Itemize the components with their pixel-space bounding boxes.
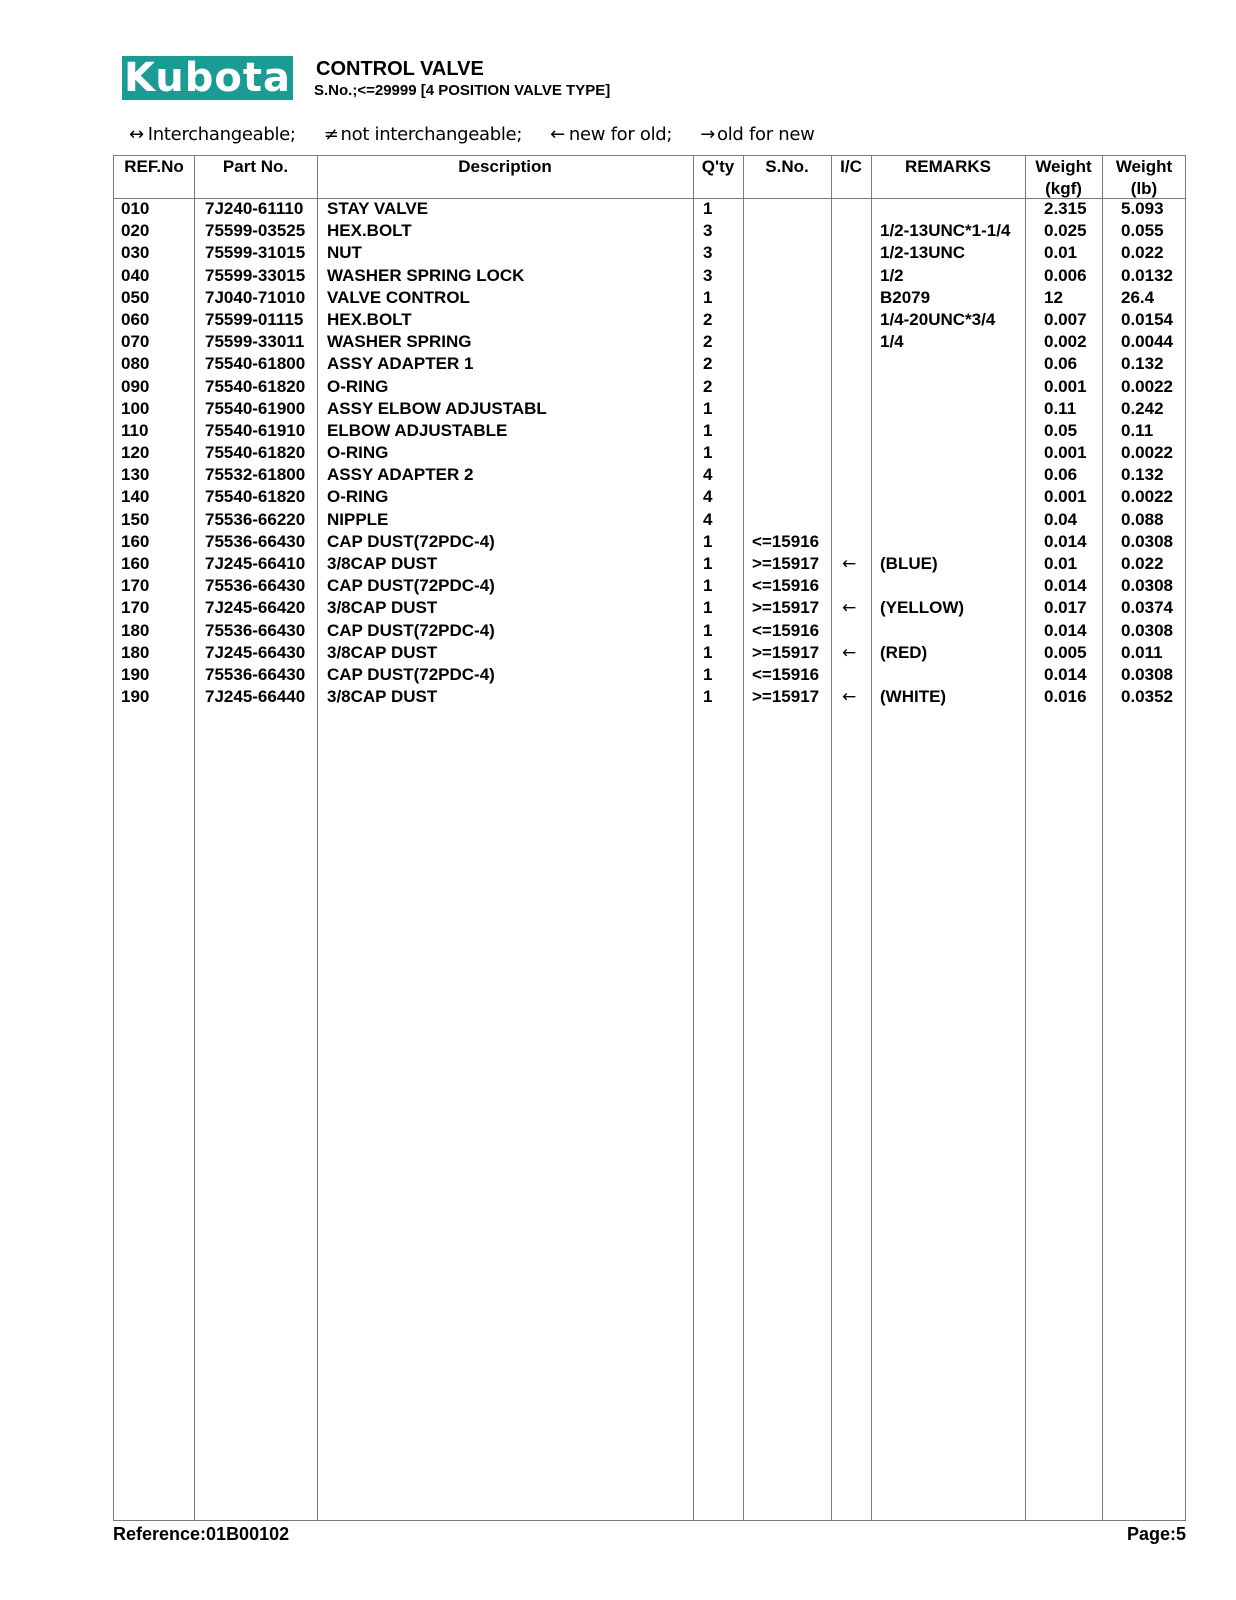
ref-cell: 080	[121, 354, 150, 374]
description-cell: WASHER SPRING	[327, 332, 472, 352]
weight-lb-cell: 0.0352	[1121, 687, 1173, 707]
ref-cell: 190	[121, 664, 150, 684]
weight-kgf-cell: 12	[1044, 287, 1063, 307]
remarks-cell: (RED)	[880, 642, 928, 662]
description-cell: 3/8CAP DUST	[327, 642, 438, 662]
ref-cell: 110	[121, 420, 149, 440]
quantity-cell: 4	[703, 465, 713, 485]
weight-kgf-cell: 0.014	[1044, 620, 1087, 640]
table-row	[113, 287, 1186, 309]
column-header-description: Description	[458, 157, 552, 176]
new-for-old-arrow-icon: ←	[842, 642, 857, 663]
ref-cell: 130	[121, 465, 150, 485]
weight-lb-cell: 0.0022	[1121, 443, 1173, 463]
table-row	[113, 620, 1186, 642]
weight-lb-cell: 5.093	[1121, 199, 1164, 218]
weight-kgf-cell: 0.01	[1044, 243, 1078, 263]
part-number-cell: 75536-66430	[205, 576, 306, 596]
ref-cell: 020	[121, 221, 150, 241]
weight-lb-cell: 0.011	[1121, 642, 1163, 662]
serial-number-cell: <=15916	[752, 620, 820, 640]
table-row	[113, 331, 1186, 353]
quantity-cell: 1	[703, 199, 713, 218]
interchangeability-legend	[129, 124, 843, 145]
new-for-old-arrow-icon: ←	[842, 598, 857, 619]
quantity-cell: 2	[703, 354, 713, 374]
serial-number-cell: <=15916	[752, 576, 820, 596]
quantity-cell: 3	[703, 243, 713, 263]
weight-lb-cell: 0.132	[1121, 354, 1164, 374]
legend-item-new-for-old: ← new for old;	[550, 124, 673, 145]
table-row	[113, 442, 1186, 464]
ref-cell: 180	[121, 642, 150, 662]
description-cell: 3/8CAP DUST	[327, 598, 438, 618]
ref-cell: 100	[121, 398, 150, 418]
part-number-cell: 7J245-66420	[205, 598, 306, 618]
serial-number-cell: >=15917	[752, 687, 820, 707]
quantity-cell: 4	[703, 487, 713, 507]
ref-cell: 140	[121, 487, 150, 507]
table-row	[113, 265, 1186, 287]
table-row	[113, 486, 1186, 508]
quantity-cell: 3	[703, 221, 713, 241]
quantity-cell: 1	[703, 664, 713, 684]
part-number-cell: 75536-66220	[205, 509, 306, 529]
weight-kgf-cell: 0.001	[1044, 376, 1087, 396]
ref-cell: 190	[121, 687, 150, 707]
part-number-cell: 75540-61820	[205, 443, 306, 463]
ref-cell: 070	[121, 332, 150, 352]
description-cell: 3/8CAP DUST	[327, 554, 438, 573]
weight-kgf-cell: 0.014	[1044, 531, 1087, 551]
quantity-cell: 3	[703, 265, 713, 285]
weight-kgf-cell: 0.017	[1044, 598, 1087, 618]
table-row	[113, 597, 1186, 619]
weight-kgf-cell: 0.001	[1044, 487, 1087, 507]
ref-cell: 010	[121, 199, 150, 218]
ref-cell: 160	[121, 531, 150, 551]
weight-kgf-cell: 0.005	[1044, 642, 1087, 662]
weight-lb-cell: 26.4	[1121, 287, 1155, 307]
description-cell: O-RING	[327, 487, 389, 507]
weight-kgf-cell: 0.06	[1044, 354, 1078, 374]
description-cell: NIPPLE	[327, 509, 389, 529]
quantity-cell: 1	[703, 598, 713, 618]
column-header-sno: S.No.	[765, 157, 809, 176]
weight-lb-cell: 0.0132	[1121, 265, 1173, 285]
weight-kgf-cell: 0.06	[1044, 465, 1078, 485]
description-cell: HEX.BOLT	[327, 309, 412, 329]
part-number-cell: 75599-33011	[205, 332, 305, 352]
quantity-cell: 2	[703, 376, 713, 396]
description-cell: O-RING	[327, 376, 389, 396]
description-cell: 3/8CAP DUST	[327, 687, 438, 707]
page-subtitle: S.No.;<=29999 [4 POSITION VALVE TYPE]	[314, 82, 611, 99]
description-cell: CAP DUST(72PDC-4)	[327, 576, 495, 596]
remarks-cell: (WHITE)	[880, 687, 947, 707]
weight-lb-cell: 0.0308	[1121, 664, 1173, 684]
quantity-cell: 1	[703, 576, 713, 596]
ref-cell: 030	[121, 243, 150, 263]
description-cell: ASSY ADAPTER 2	[327, 465, 474, 485]
weight-kgf-cell: 0.001	[1044, 443, 1087, 463]
remarks-cell: 1/2-13UNC*1-1/4	[880, 221, 1011, 241]
weight-lb-cell: 0.0308	[1121, 620, 1173, 640]
table-row	[113, 242, 1186, 264]
part-number-cell: 7J245-66440	[205, 687, 306, 707]
column-header-qty: Q'ty	[701, 157, 735, 176]
weight-lb-cell: 0.0022	[1121, 376, 1173, 396]
part-number-cell: 7J040-71010	[205, 287, 306, 307]
page-number: Page:5	[1126, 1524, 1186, 1544]
quantity-cell: 1	[703, 554, 713, 573]
part-number-cell: 75536-66430	[205, 531, 306, 551]
description-cell: STAY VALVE	[327, 199, 429, 218]
part-number-cell: 75599-33015	[205, 265, 306, 285]
legend-item-interchangeable: ↔ Interchangeable;	[129, 124, 296, 145]
serial-number-cell: <=15916	[752, 531, 820, 551]
weight-lb-cell: 0.0308	[1121, 531, 1173, 551]
part-number-cell: 75540-61820	[205, 487, 306, 507]
weight-kgf-cell: 0.014	[1044, 576, 1087, 596]
part-number-cell: 75532-61800	[205, 465, 306, 485]
quantity-cell: 1	[703, 620, 713, 640]
table-row	[113, 464, 1186, 486]
not-equal-icon: ≠	[323, 124, 339, 145]
description-cell: ASSY ADAPTER 1	[327, 354, 474, 374]
part-number-cell: 75599-31015	[205, 243, 306, 263]
description-cell: CAP DUST(72PDC-4)	[327, 531, 495, 551]
part-number-cell: 75599-01115	[205, 309, 304, 329]
description-cell: WASHER SPRING LOCK	[327, 265, 525, 285]
reference-code: Reference:01B00102	[113, 1524, 290, 1544]
weight-kgf-cell: 0.11	[1044, 398, 1077, 418]
description-cell: HEX.BOLT	[327, 221, 412, 241]
ref-cell: 090	[121, 376, 150, 396]
quantity-cell: 1	[703, 531, 713, 551]
remarks-cell: 1/4	[880, 332, 904, 352]
new-for-old-arrow-icon: ←	[842, 554, 857, 574]
new-for-old-arrow-icon: ←	[842, 687, 857, 708]
part-number-cell: 7J245-66430	[205, 642, 306, 662]
serial-number-cell: <=15916	[752, 664, 820, 684]
part-number-cell: 75540-61820	[205, 376, 306, 396]
ref-cell: 060	[121, 309, 150, 329]
weight-kgf-cell: 0.01	[1044, 554, 1078, 573]
part-number-cell: 75536-66430	[205, 620, 306, 640]
part-number-cell: 75540-61800	[205, 354, 306, 374]
column-header-remarks: REMARKS	[905, 157, 991, 176]
remarks-cell: B2079	[880, 287, 931, 307]
quantity-cell: 4	[703, 509, 713, 529]
weight-kgf-cell: 0.04	[1044, 509, 1078, 529]
column-header-ref: REF.No	[124, 157, 184, 176]
weight-kgf-cell: 0.016	[1044, 687, 1087, 707]
weight-lb-cell: 0.0154	[1121, 309, 1173, 329]
table-row	[113, 309, 1186, 331]
weight-lb-cell: 0.088	[1121, 509, 1164, 529]
remarks-cell: 1/4-20UNC*3/4	[880, 309, 996, 329]
quantity-cell: 1	[703, 398, 713, 418]
kubota-logo: Kubota	[124, 55, 291, 101]
quantity-cell: 1	[703, 687, 713, 707]
parts-table-body	[113, 198, 1186, 708]
table-row	[113, 398, 1186, 420]
part-number-cell: 75599-03525	[205, 221, 306, 241]
remarks-cell: 1/2-13UNC	[880, 243, 966, 263]
weight-kgf-cell: 0.025	[1044, 221, 1087, 241]
serial-number-cell: >=15917	[752, 554, 820, 573]
table-row	[113, 353, 1186, 375]
description-cell: ASSY ELBOW ADJUSTABL	[327, 398, 547, 418]
ref-cell: 170	[121, 576, 150, 596]
weight-kgf-cell: 0.007	[1044, 309, 1087, 329]
table-row	[113, 553, 1186, 575]
serial-number-cell: >=15917	[752, 642, 820, 662]
table-row	[113, 376, 1186, 398]
weight-lb-cell: 0.055	[1121, 221, 1164, 241]
weight-kgf-cell: 0.014	[1044, 664, 1087, 684]
right-arrow-icon: →	[700, 124, 715, 145]
description-cell: O-RING	[327, 443, 389, 463]
description-cell: NUT	[327, 243, 362, 263]
table-row	[113, 686, 1186, 708]
column-header-weight-kgf: Weight (kgf)	[1035, 157, 1092, 198]
weight-lb-cell: 0.0374	[1121, 598, 1173, 618]
quantity-cell: 1	[703, 420, 713, 440]
quantity-cell: 1	[703, 443, 713, 463]
ref-cell: 040	[121, 265, 150, 285]
weight-kgf-cell: 0.05	[1044, 420, 1078, 440]
weight-lb-cell: 0.11	[1121, 420, 1154, 440]
description-cell: ELBOW ADJUSTABLE	[327, 420, 508, 440]
legend-item-not-interchangeable: ≠ not interchangeable;	[323, 124, 523, 145]
ref-cell: 150	[121, 509, 150, 529]
ref-cell: 160	[121, 554, 150, 573]
table-row	[113, 575, 1186, 597]
weight-kgf-cell: 0.006	[1044, 265, 1087, 285]
description-cell: VALVE CONTROL	[327, 287, 470, 307]
weight-lb-cell: 0.022	[1121, 554, 1164, 573]
ref-cell: 120	[121, 443, 150, 463]
weight-lb-cell: 0.0022	[1121, 487, 1173, 507]
table-row	[113, 220, 1186, 242]
table-row	[113, 642, 1186, 664]
part-number-cell: 75540-61910	[205, 420, 306, 440]
weight-lb-cell: 0.0044	[1121, 332, 1173, 352]
weight-kgf-cell: 0.002	[1044, 332, 1087, 352]
part-number-cell: 7J240-61110	[205, 199, 304, 218]
column-header-part: Part No.	[222, 157, 289, 176]
part-number-cell: 75536-66430	[205, 664, 306, 684]
quantity-cell: 1	[703, 287, 713, 307]
quantity-cell: 2	[703, 332, 713, 352]
weight-lb-cell: 0.132	[1121, 465, 1164, 485]
weight-lb-cell: 0.022	[1121, 243, 1164, 263]
table-row	[113, 531, 1186, 553]
left-arrow-icon: ←	[550, 124, 565, 145]
table-row	[113, 664, 1186, 686]
interchangeable-arrow-icon: ↔	[129, 124, 144, 145]
table-row	[113, 198, 1186, 220]
legend-item-old-for-new: → old for new	[700, 124, 815, 145]
quantity-cell: 1	[703, 642, 713, 662]
table-row	[113, 420, 1186, 442]
weight-kgf-cell: 2.315	[1044, 199, 1087, 218]
weight-lb-cell: 0.242	[1121, 398, 1164, 418]
table-row	[113, 509, 1186, 531]
serial-number-cell: >=15917	[752, 598, 820, 618]
remarks-cell: (YELLOW)	[880, 598, 965, 618]
description-cell: CAP DUST(72PDC-4)	[327, 664, 495, 684]
description-cell: CAP DUST(72PDC-4)	[327, 620, 495, 640]
column-header-ic: I/C	[840, 157, 862, 176]
column-header-weight-lb: Weight (lb)	[1115, 157, 1173, 198]
weight-lb-cell: 0.0308	[1121, 576, 1173, 596]
ref-cell: 170	[121, 598, 150, 618]
part-number-cell: 75540-61900	[205, 398, 306, 418]
ref-cell: 180	[121, 620, 150, 640]
part-number-cell: 7J245-66410	[205, 554, 306, 573]
remarks-cell: 1/2	[880, 265, 904, 285]
remarks-cell: (BLUE)	[880, 554, 938, 573]
ref-cell: 050	[121, 287, 150, 307]
page-title: CONTROL VALVE	[316, 58, 484, 80]
quantity-cell: 2	[703, 309, 713, 329]
